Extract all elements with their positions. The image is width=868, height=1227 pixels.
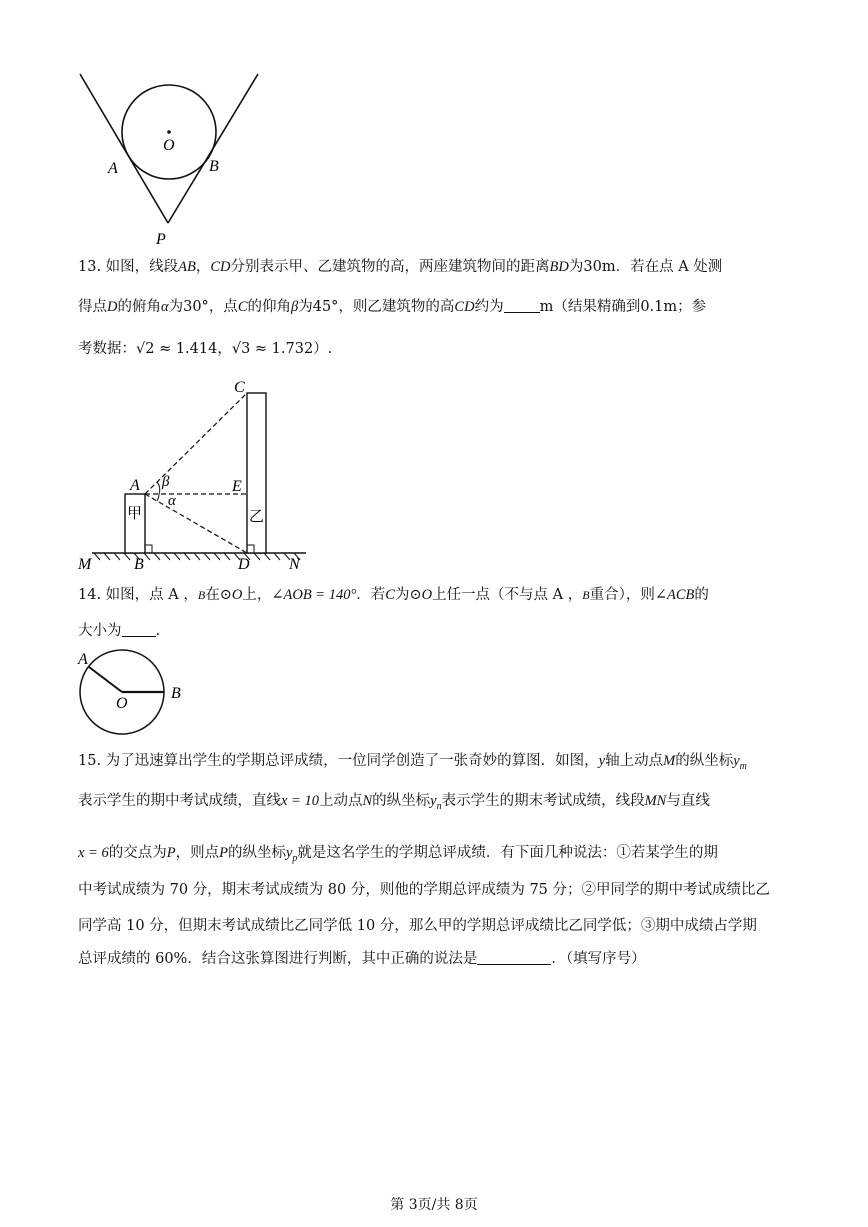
answer-blank: [477, 950, 551, 965]
q13-text: 的仰角: [247, 299, 291, 315]
question-number: 15.: [78, 753, 102, 769]
q15-line-3: [78, 846, 718, 864]
q15-text: 轴上动点: [605, 753, 664, 769]
q15-text: 的纵坐标: [675, 753, 734, 769]
q13-text: ）.: [313, 341, 333, 357]
q14-line-1: [78, 588, 709, 603]
radius-oa: [89, 667, 122, 692]
q14-line-2: [78, 622, 160, 639]
angle-arc-alpha: [157, 494, 159, 501]
q13-text: 约为: [474, 299, 504, 315]
math-circle-o: ⊙O: [409, 587, 433, 603]
math-sqrt3: √3 ≈ 1.732: [231, 341, 314, 357]
q13-text: 考数据：: [78, 341, 136, 357]
question-15: [78, 752, 794, 972]
q13-text: 如图，线段: [105, 259, 179, 275]
label-d: D: [238, 556, 250, 572]
math-subscript-m: m: [739, 760, 747, 772]
q13-line-1: [78, 260, 722, 275]
q13-text: ．若在点 A 处测: [615, 259, 723, 275]
math-circle-o: ⊙O: [219, 587, 243, 603]
q15-text: 上动点: [318, 793, 363, 809]
q13-text: ，点: [208, 299, 238, 315]
q13-text: ；参: [677, 299, 707, 315]
math-bd: BD: [549, 259, 569, 275]
q15-text: 的交点为: [108, 845, 167, 861]
math-angle-acb: ∠ACB: [654, 587, 695, 603]
q13-text: m（结果精确到: [539, 299, 641, 315]
label-a: A: [108, 160, 118, 177]
question-number: 14.: [78, 587, 102, 603]
figure-circle-aob: [74, 648, 194, 740]
math-y-m: y: [733, 753, 740, 769]
label-e: E: [232, 478, 242, 495]
q13-line-2: [78, 298, 706, 315]
q13-text: 分别表示甲、乙建筑物的高，两座建筑物间的距离: [230, 259, 550, 275]
label-jia: 甲: [127, 504, 143, 522]
q15-text: 表示学生的期末考试成绩，线段: [441, 793, 645, 809]
q15-line-1: [78, 754, 747, 772]
math-x-eq-10: x = 10: [281, 793, 319, 809]
q15-text: 总评成绩的 60%．结合这张算图进行判断，其中正确的说法是: [78, 951, 478, 967]
q14-text: 为: [394, 587, 410, 603]
q15-text: 的纵坐标: [227, 845, 286, 861]
label-b: B: [134, 556, 144, 572]
q14-text: 如图，点 A ，: [105, 587, 198, 603]
math-x-eq-6: x = 6: [78, 845, 109, 861]
q14-text: 大小为: [78, 623, 122, 639]
math-y: y: [598, 753, 606, 769]
figure-circle-tangent: [70, 66, 270, 251]
q13-text: ，则乙建筑物的高: [338, 299, 455, 315]
center-dot: [167, 130, 171, 134]
right-angle-b: [145, 545, 152, 553]
q13-text: 为: [298, 299, 313, 315]
label-b: B: [171, 685, 181, 702]
q14-text: 的: [694, 587, 709, 603]
answer-blank: [504, 298, 540, 313]
q15-text: 中考试成绩为 70 分，期末考试成绩为 80 分，则他的学期总评成绩为 75 分；②甲同学的期中考试成绩比乙: [78, 882, 771, 898]
q14-text: 重合），则: [589, 587, 655, 603]
building-jia: [125, 494, 145, 553]
q13-text: 得点: [78, 299, 107, 315]
q15-text: 与直线: [666, 793, 710, 809]
q15-text: 为了迅速算出学生的学期总评成绩，一位同学创造了一张奇妙的算图．如图，: [105, 753, 599, 769]
math-m: M: [663, 753, 676, 769]
label-o: O: [163, 137, 175, 154]
q13-text: 的俯角: [117, 299, 161, 315]
label-a: A: [78, 651, 88, 668]
q14-text: 上任一点（不与点 A ，: [432, 587, 583, 603]
math-sqrt2: √2 ≈ 1.414: [136, 341, 218, 357]
question-14: [78, 588, 794, 638]
math-y-n: y: [430, 793, 437, 809]
q13-text: 为: [168, 299, 184, 315]
q15-text: 同学高 10 分，但期末考试成绩比乙同学低 10 分，那么甲的学期总评成绩比乙同学低；③期中成绩占学期: [78, 918, 757, 934]
label-beta: β: [162, 474, 170, 490]
math-distance: 30m: [583, 259, 616, 275]
q15-text: 就是这名学生的学期总评成绩．有下面几种说法：①若某学生的期: [297, 845, 718, 861]
math-precision: 0.1m: [640, 299, 678, 315]
q13-text: ，: [217, 341, 232, 357]
ground-hatch: [94, 553, 300, 560]
q13-text: ，: [195, 259, 211, 275]
q14-text: 上，: [242, 587, 272, 603]
question-13: [78, 256, 794, 366]
math-subscript-p: p: [292, 852, 298, 864]
label-m: M: [78, 556, 92, 572]
answer-blank: [122, 622, 156, 637]
math-p: P: [166, 845, 176, 861]
question-number: 13.: [78, 259, 102, 275]
math-alpha: α: [160, 299, 169, 315]
sight-line-ad: [145, 494, 247, 553]
math-d: D: [107, 299, 118, 315]
math-b: B: [582, 588, 590, 602]
label-c: C: [234, 379, 245, 396]
label-alpha: α: [168, 493, 176, 509]
math-b: B: [197, 588, 206, 602]
math-y-p: y: [285, 845, 293, 861]
math-angle-aob: ∠AOB = 140°: [271, 587, 357, 603]
tangent-line-left: [80, 74, 168, 223]
q15-text: ．（填写序号）: [551, 951, 646, 967]
q15-line-6: [78, 950, 646, 967]
q14-text: 在: [205, 587, 220, 603]
label-yi: 乙: [249, 507, 265, 525]
math-alpha-value: 30°: [183, 299, 209, 315]
q15-text: ，则点: [175, 845, 220, 861]
building-yi: [247, 393, 266, 553]
q15-line-4: [78, 883, 770, 898]
math-n: N: [362, 793, 373, 809]
label-a: A: [130, 477, 140, 494]
math-cd: CD: [210, 259, 231, 275]
math-beta: β: [290, 299, 299, 315]
q14-text: ．若: [356, 587, 386, 603]
angle-arc-beta: [157, 482, 160, 494]
math-beta-value: 45°: [312, 299, 339, 315]
page-footer: 第 3页/共 8页: [390, 1197, 478, 1213]
q15-line-5: [78, 919, 757, 934]
math-cd: CD: [454, 299, 475, 315]
q13-text: 为: [568, 259, 584, 275]
q13-line-3: [78, 342, 332, 357]
figure-buildings: [74, 374, 314, 572]
math-c: C: [385, 587, 395, 603]
q15-line-2: [78, 794, 710, 812]
label-p: P: [156, 231, 166, 248]
math-c: C: [237, 299, 248, 315]
label-b: B: [209, 158, 219, 175]
label-n: N: [289, 556, 300, 572]
q14-text: .: [155, 623, 161, 639]
q15-text: 表示学生的期中考试成绩，直线: [78, 793, 281, 809]
label-o: O: [116, 695, 128, 712]
math-mn: MN: [644, 793, 667, 809]
q15-text: 的纵坐标: [372, 793, 431, 809]
math-p: P: [219, 845, 228, 861]
math-subscript-n: n: [436, 800, 442, 812]
math-ab: AB: [178, 259, 196, 275]
